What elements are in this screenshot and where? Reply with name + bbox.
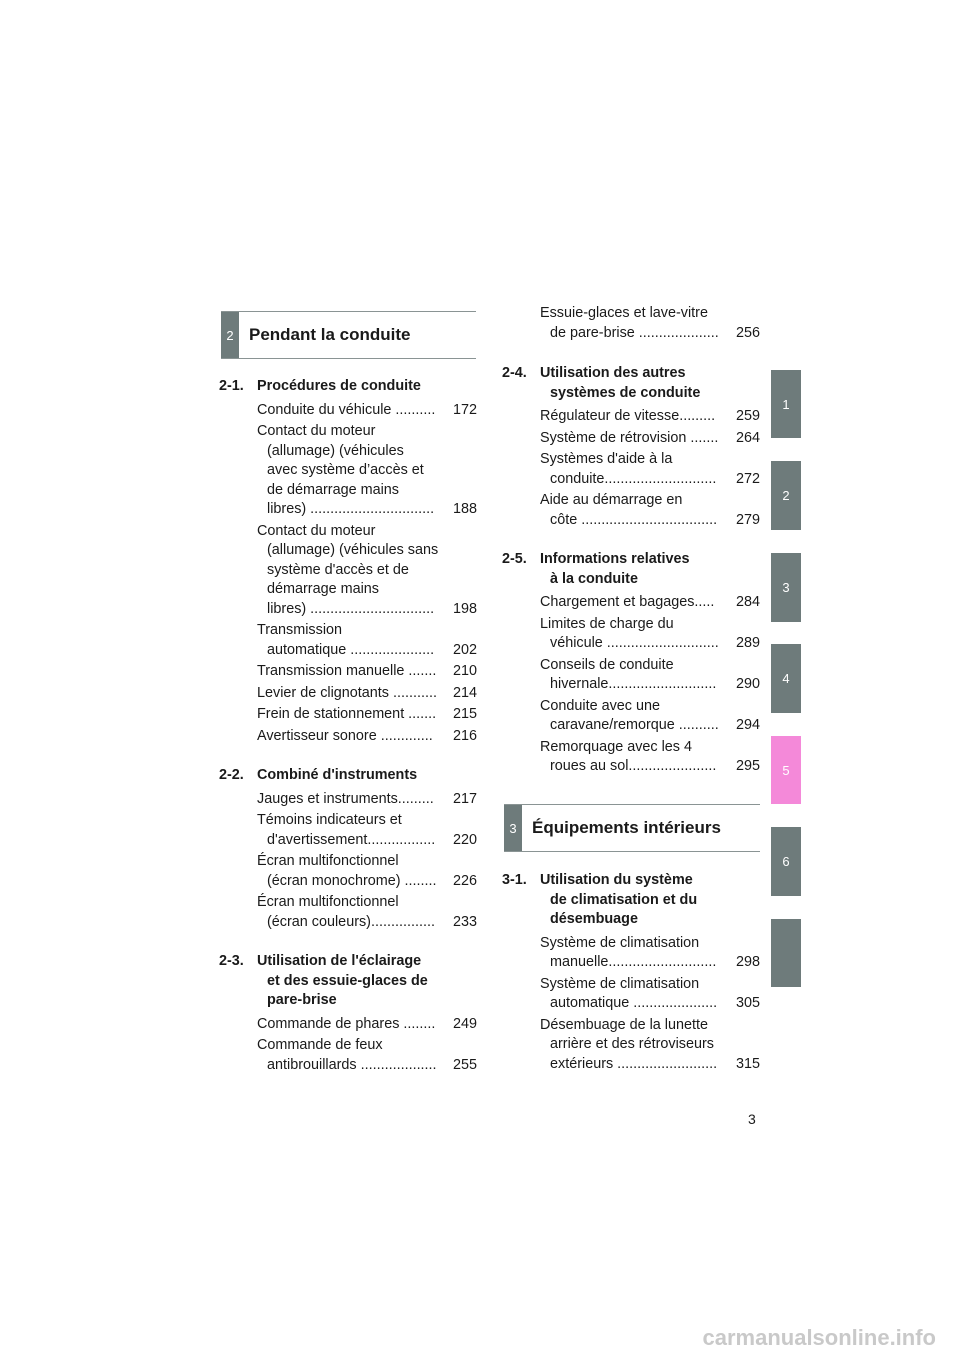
toc-entry-page: 315 [735,1055,760,1072]
toc-entry[interactable] [540,975,760,1014]
toc-entry[interactable] [257,1015,477,1035]
toc-entry[interactable] [257,422,477,520]
toc-entry-label: Commande de phares ........ [257,1015,436,1032]
toc-entry-label: Systèmes d'aide à la conduite............................ [540,451,717,487]
toc-entry-label: Remorquage avec les 4 roues au sol...................... [540,738,717,774]
toc-entry[interactable] [257,705,477,725]
toc-entry-page: 259 [735,408,760,424]
toc-group-number: 2-4. [502,365,527,381]
toc-group-heading[interactable] [502,550,760,589]
toc-group [219,952,477,1075]
toc-group-title: Utilisation du système de climatisation et du désembuage [540,872,698,927]
toc-entry-page: 233 [452,913,477,930]
toc-entry-label: Commande de feux antibrouillards ................... [257,1037,437,1073]
toc-entry-page: 295 [735,758,760,774]
toc-group-number: 2-1. [219,378,244,394]
toc-entry-text [257,1036,449,1075]
toc-entry-page: 289 [735,635,760,651]
toc-entry-label: Levier de clignotants ........... [257,684,437,701]
chapter-tab-label: 3 [782,580,790,595]
toc-group-number: 2-5. [502,551,527,567]
toc-entry-page: 210 [452,663,477,679]
toc-entry-page: 220 [452,831,477,848]
section-header-2 [221,311,476,359]
toc-entry-label: Système de rétrovision ....... [540,429,719,446]
toc-group-number: 2-3. [219,953,244,969]
toc-entry-page: 255 [452,1056,477,1073]
toc-entry-page: 264 [735,429,760,446]
chapter-tab-3[interactable] [771,553,801,622]
toc-entry-text [540,934,732,973]
toc-entry-label: Chargement et bagages..... [540,594,715,610]
chapter-tab-1[interactable] [771,370,801,438]
toc-entry-text [540,738,732,777]
toc-entry-text [540,656,732,695]
toc-entry[interactable] [540,491,760,530]
toc-entry-label: Aide au démarrage en côte .................................. [540,492,718,528]
toc-group-title: Utilisation de l'éclairage et des essuie-glaces de pare-brise [257,953,428,1008]
toc-entry-text [257,1015,449,1035]
toc-entry-label: Transmission automatique ..................... [257,622,435,658]
toc-entry-page: 298 [735,954,760,970]
toc-entry-label: Système de climatisation manuelle........................... [540,934,717,970]
toc-group [502,364,760,530]
section-title: Pendant la conduite [249,325,411,344]
toc-entry-label: Désembuage de la lunette arrière et des rétroviseurs extérieurs ......................... [540,1016,718,1072]
toc-entry-text [540,1016,732,1075]
toc-entry-label: Système de climatisation automatique ..................... [540,975,718,1011]
toc-entry[interactable] [257,401,477,421]
toc-entry-label: Écran multifonctionnel (écran monochrome) ........ [257,853,437,889]
toc-entry-page: 215 [452,706,477,722]
toc-entry-text [257,422,449,520]
toc-entry-label: Conduite du véhicule .......... [257,401,436,418]
toc-entry-label: Régulateur de vitesse......... [540,408,716,424]
toc-entry-text [540,593,732,613]
chapter-tab-7[interactable] [771,919,801,987]
toc-entry-text [257,662,449,682]
chapter-tab-label: 4 [782,671,790,686]
toc-entry-page: 294 [735,717,760,733]
toc-group-number: 2-2. [219,767,244,783]
toc-left-column [219,377,477,1095]
chapter-tab-label: 6 [782,854,790,869]
toc-entry-page: 214 [452,684,477,701]
toc-entry[interactable] [257,893,477,932]
toc-entry[interactable] [257,684,477,704]
toc-entry-text [540,450,732,489]
page-number: 3 [748,1111,756,1127]
toc-entry-page: 290 [735,676,760,692]
toc-entry-text [257,684,449,704]
toc-entry-text [540,975,732,1014]
toc-entry-label: Essuie-glaces et lave-vitre de pare-brise .................... [540,305,719,341]
toc-entry[interactable] [257,1036,477,1075]
chapter-tab-label: 5 [782,762,790,778]
toc-entry-page: 216 [452,727,477,744]
toc-group-heading[interactable] [219,377,477,397]
toc-entry[interactable] [540,450,760,489]
toc-entry-text [257,705,449,725]
section-header-3 [504,804,760,852]
toc-entry-text [257,852,449,891]
toc-group-heading[interactable] [502,871,760,930]
toc-entry-page: 279 [735,511,760,528]
toc-entry[interactable] [257,790,477,810]
toc-entry[interactable] [540,407,760,427]
toc-entry-label: Avertisseur sonore ............. [257,727,433,744]
toc-entry-label: Transmission manuelle ....... [257,663,437,679]
toc-entry[interactable] [540,593,760,613]
toc-entry[interactable] [540,656,760,695]
chapter-tab-label: 2 [782,488,790,503]
toc-right-top [502,304,760,345]
toc-entry-text [257,790,449,810]
toc-group-title: Combiné d'instruments [257,767,418,783]
watermark-text: carmanualsonline.info [702,1325,936,1350]
toc-group-heading[interactable] [502,364,760,403]
toc-entry[interactable] [257,811,477,850]
toc-entry-label: Limites de charge du véhicule ............................ [540,615,719,651]
toc-entry[interactable] [540,615,760,654]
toc-entry-page: 256 [735,324,760,341]
chapter-tab-6[interactable] [771,827,801,896]
toc-entry[interactable] [540,304,760,343]
toc-entry-page: 198 [452,600,477,617]
toc-entry-text [257,893,449,932]
toc-group-title: Informations relatives à la conduite [540,551,690,587]
toc-right-column [502,364,760,797]
toc-entry-text [540,407,732,427]
section-title: Équipements intérieurs [532,818,721,837]
toc-entry[interactable] [540,1016,760,1075]
toc-entry[interactable] [540,697,760,736]
toc-entry-text [540,491,732,530]
toc-group-heading[interactable] [219,766,477,786]
toc-group-number: 3-1. [502,872,527,888]
toc-entry-text [540,615,732,654]
toc-entry-text [257,401,449,421]
toc-entry[interactable] [257,621,477,660]
toc-entry-text [257,727,449,747]
toc-entry-page: 188 [452,501,477,517]
toc-entry-page: 226 [452,872,477,889]
toc-group [219,377,477,746]
section-number: 2 [221,312,239,358]
toc-entry-page: 305 [735,995,760,1011]
toc-entry-text [257,621,449,660]
toc-entry[interactable] [257,522,477,620]
toc-entry-page: 217 [452,790,477,807]
toc-entry-page: 172 [452,401,477,418]
toc-entry-label: Témoins indicateurs et d'avertissement................. [257,812,436,848]
toc-entry-page: 272 [735,470,760,487]
toc-entry-text [540,304,732,343]
toc-group [502,550,760,777]
chapter-tab-4[interactable] [771,644,801,713]
toc-entry-label: Conduite avec une caravane/remorque .......... [540,697,719,733]
toc-entry-page: 202 [452,641,477,658]
chapter-tab-2[interactable] [771,461,801,530]
toc-entry-text [540,429,732,449]
toc-entry-label: Jauges et instruments......... [257,790,434,807]
toc-entry-label: Écran multifonctionnel (écran couleurs)................ [257,894,435,930]
toc-group-title: Utilisation des autres systèmes de conduite [540,365,701,401]
toc-entry[interactable] [257,852,477,891]
toc-group [219,766,477,932]
footer-watermark [0,1318,960,1358]
toc-entry-label: Contact du moteur (allumage) (véhicules avec système d’accès et de démarrage mains libres) ............................... [257,423,435,517]
toc-entry-label: Conseils de conduite hivernale........................... [540,656,717,692]
toc-entry-page: 249 [452,1015,477,1032]
toc-section-3 [502,871,760,1094]
toc-entry[interactable] [257,662,477,682]
toc-group [502,871,760,1074]
toc-entry-label: Frein de stationnement ....... [257,706,437,722]
toc-entry[interactable] [540,934,760,973]
toc-entry-page: 284 [735,594,760,610]
toc-group-title: Procédures de conduite [257,378,421,394]
toc-entry[interactable] [257,727,477,747]
toc-group-heading[interactable] [219,952,477,1011]
toc-entry[interactable] [540,429,760,449]
toc-entry-text [257,522,449,620]
toc-entry-label: Contact du moteur (allumage) (véhicules sans système d'accès et de démarrage mains libres) ............................... [257,522,439,617]
chapter-tab-label: 1 [782,396,790,412]
toc-entry[interactable] [540,738,760,777]
section-number: 3 [504,805,522,851]
toc-entry-text [257,811,449,850]
toc-entry-text [540,697,732,736]
chapter-tab-5[interactable] [771,736,801,804]
